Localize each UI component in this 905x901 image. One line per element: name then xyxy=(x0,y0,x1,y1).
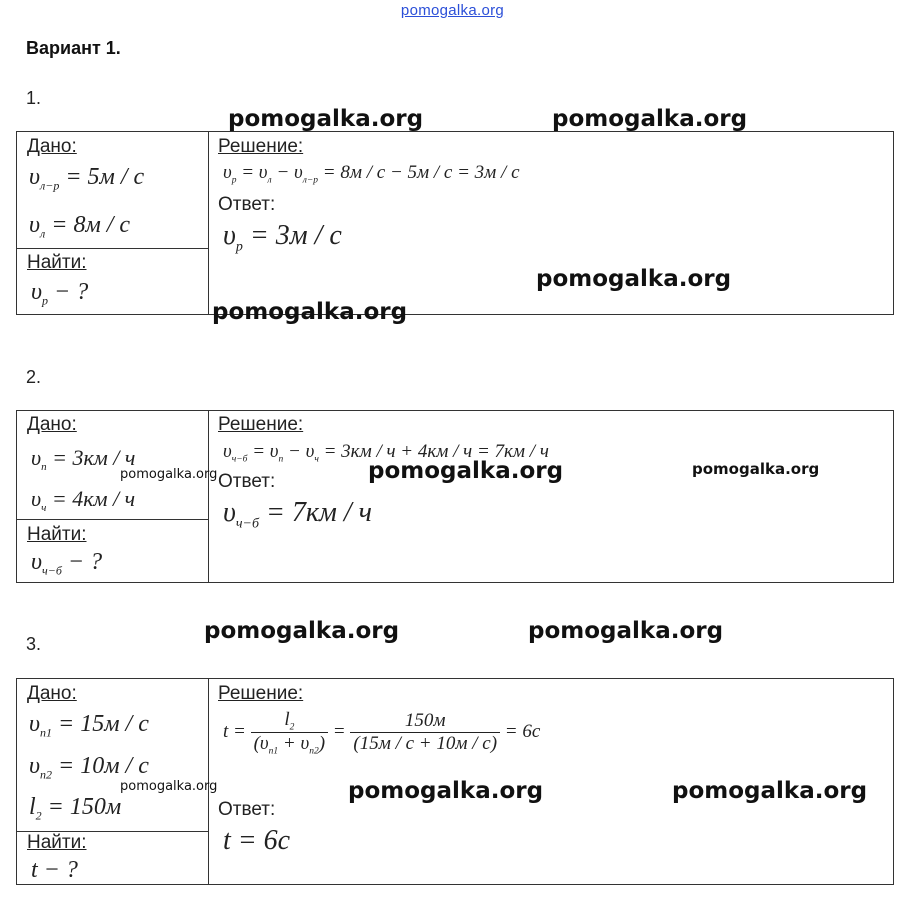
solution-label: Решение: xyxy=(218,683,304,704)
row-divider xyxy=(17,519,208,520)
site-link[interactable]: pomogalka.org xyxy=(400,2,505,19)
column-divider xyxy=(208,411,209,582)
watermark: pomogalka.org xyxy=(212,299,408,325)
watermark: pomogalka.org xyxy=(552,106,748,132)
watermark: pomogalka.org xyxy=(204,618,400,644)
watermark: pomogalka.org xyxy=(692,460,820,478)
solution-formula: $\upsilon_{ч-б} = \upsilon_п - \upsilon_ч = 3км / ч + 4км / ч = 7км / ч$ xyxy=(223,441,549,465)
given-label: Дано: xyxy=(27,136,77,157)
given-label: Дано: xyxy=(27,683,77,704)
given-value: $\upsilon_л = 8м / с$ xyxy=(29,212,131,241)
problem-3-number: 3. xyxy=(26,634,42,654)
find-value: $\upsilon_р$ − ? xyxy=(31,279,89,308)
watermark: pomogalka.org xyxy=(536,266,732,292)
given-value: $\upsilon_ч = 4км / ч$ xyxy=(31,486,136,514)
problem-1-number: 1. xyxy=(26,88,42,108)
find-label: Найти: xyxy=(27,252,87,273)
answer-label: Ответ: xyxy=(218,471,276,492)
row-divider xyxy=(17,248,208,249)
answer-value: $\upsilon_{ч-б} = 7км / ч$ xyxy=(223,497,373,532)
given-value: $\upsilon_{п1} = 15м / с$ xyxy=(29,711,149,740)
answer-label: Ответ: xyxy=(218,799,276,820)
answer-value: t = 6с xyxy=(223,825,291,856)
watermark: pomogalka.org xyxy=(228,106,424,132)
solution-label: Решение: xyxy=(218,136,304,157)
watermark: pomogalka.org xyxy=(120,779,218,794)
given-value: $\upsilon_{п2} = 10м / с$ xyxy=(29,753,149,782)
page-title: Вариант 1. xyxy=(26,38,121,58)
given-value: $\upsilon_{л-р} = 5м / с$ xyxy=(29,164,145,193)
problem-2-table xyxy=(16,410,894,583)
watermark: pomogalka.org xyxy=(368,458,564,484)
find-label: Найти: xyxy=(27,832,87,853)
solution-label: Решение: xyxy=(218,414,304,435)
find-value: $\upsilon_{ч-б}$ − ? xyxy=(31,549,103,578)
answer-label: Ответ: xyxy=(218,194,276,215)
watermark: pomogalka.org xyxy=(348,778,544,804)
watermark: pomogalka.org xyxy=(528,618,724,644)
problem-2-number: 2. xyxy=(26,367,42,387)
given-value: $\upsilon_п = 3км / ч$ xyxy=(31,445,136,473)
solution-formula: t = $\frac{l_2}{(\upsilon_{п1} + \upsilon_{п2})}$ = $\frac{150м}{(15м / с + 10м / с)}$ = 6с xyxy=(223,709,541,757)
find-label: Найти: xyxy=(27,524,87,545)
problem-1-table xyxy=(16,131,894,315)
given-label: Дано: xyxy=(27,414,77,435)
find-value: t − ? xyxy=(31,857,78,883)
answer-value: $\upsilon_р = 3м / с$ xyxy=(223,220,342,255)
watermark: pomogalka.org xyxy=(120,467,218,482)
watermark: pomogalka.org xyxy=(672,778,868,804)
solution-formula: $\upsilon_р = \upsilon_л - \upsilon_{л-р} = 8м / с - 5м / с = 3м / с$ xyxy=(223,162,520,186)
given-value: $l_2 = 150м$ xyxy=(29,794,122,823)
column-divider xyxy=(208,132,209,314)
